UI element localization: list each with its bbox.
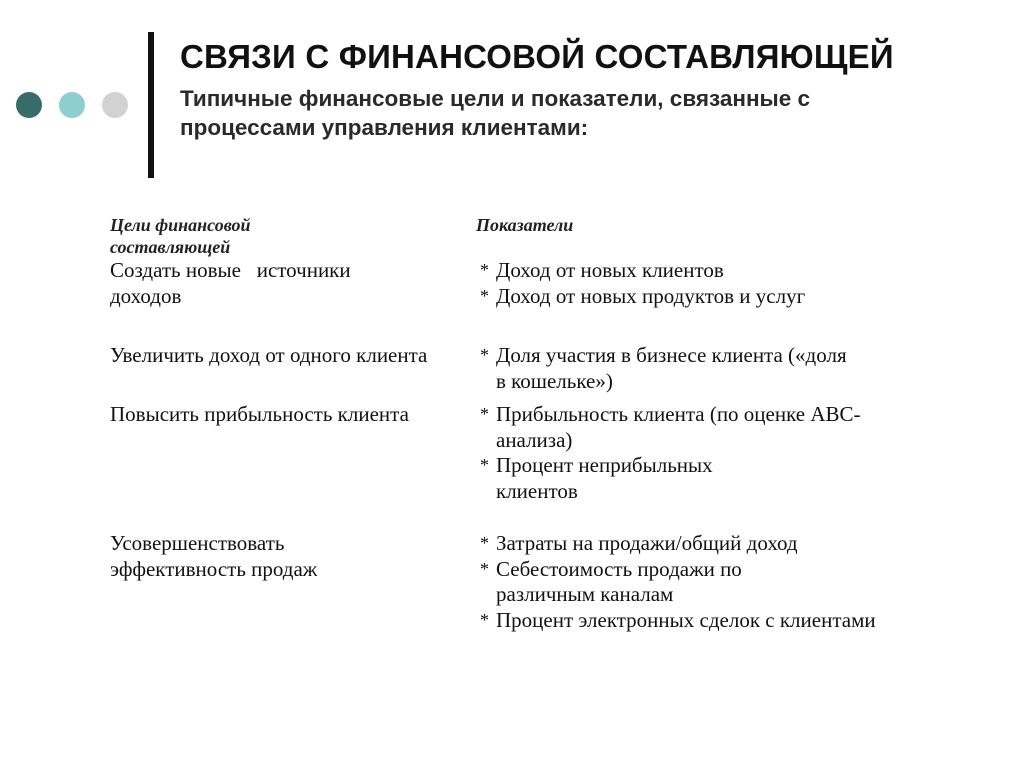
decorative-dots xyxy=(16,92,128,118)
slide-title: СВЯЗИ С ФИНАНСОВОЙ СОСТАВЛЯЮЩЕЙ xyxy=(180,38,894,75)
indicator-text: Процент электронных сделок с клиентами xyxy=(496,607,876,632)
indicator-text: Прибыльность клиента (по оценке ABC-анализа) xyxy=(496,402,861,452)
goal-3: Повысить прибыльность клиента xyxy=(110,402,409,426)
indicator-item xyxy=(480,557,836,608)
indicators-1 xyxy=(480,258,840,309)
bullet-star: * xyxy=(480,260,489,280)
indicator-text: Процент неприбыльных клиентов xyxy=(496,453,713,503)
indicator-text: Доход от новых клиентов xyxy=(496,258,724,282)
accent-bar xyxy=(148,32,154,178)
goal-1: Создать новые источники доходов xyxy=(110,258,356,308)
indicator-item xyxy=(480,258,840,284)
indicator-item xyxy=(480,453,796,504)
indicators-column-header: Показатели xyxy=(476,215,574,235)
indicators-2 xyxy=(480,343,860,394)
bullet-star: * xyxy=(480,609,489,630)
bullet-star: * xyxy=(480,404,489,424)
bullet-star: * xyxy=(480,345,489,365)
indicator-text: Доля участия в бизнесе клиента («доля в кошельке») xyxy=(496,343,847,393)
goal-2: Увеличить доход от одного клиента xyxy=(110,343,428,367)
indicator-text: Доход от новых продуктов и услуг xyxy=(496,283,806,308)
goals-header-line-1: Цели финансовой xyxy=(110,215,251,235)
bullet-star: * xyxy=(480,533,489,553)
slide-subtitle: Типичные финансовые цели и показатели, связанные с процессами управления клиентами: xyxy=(180,86,811,140)
indicators-4 xyxy=(480,531,900,633)
bullet-star: * xyxy=(480,558,489,579)
indicator-item xyxy=(480,402,890,453)
bullet-star: * xyxy=(480,285,489,306)
goal-4: Усовершенствовать эффективность продаж xyxy=(110,531,318,581)
indicator-item xyxy=(480,343,860,394)
dot-dark xyxy=(16,92,42,118)
goals-column-header xyxy=(110,214,251,258)
indicators-3 xyxy=(480,402,890,504)
indicator-text: Затраты на продажи/общий доход xyxy=(496,531,798,555)
indicator-item xyxy=(480,531,900,557)
goals-header-line-2: составляющей xyxy=(110,237,231,257)
dot-teal xyxy=(59,92,85,118)
dot-gray xyxy=(102,92,128,118)
indicator-text: Себестоимость продажи по различным каналам xyxy=(496,556,742,606)
bullet-star: * xyxy=(480,455,489,475)
indicator-item xyxy=(480,284,840,310)
indicator-item xyxy=(480,608,876,634)
